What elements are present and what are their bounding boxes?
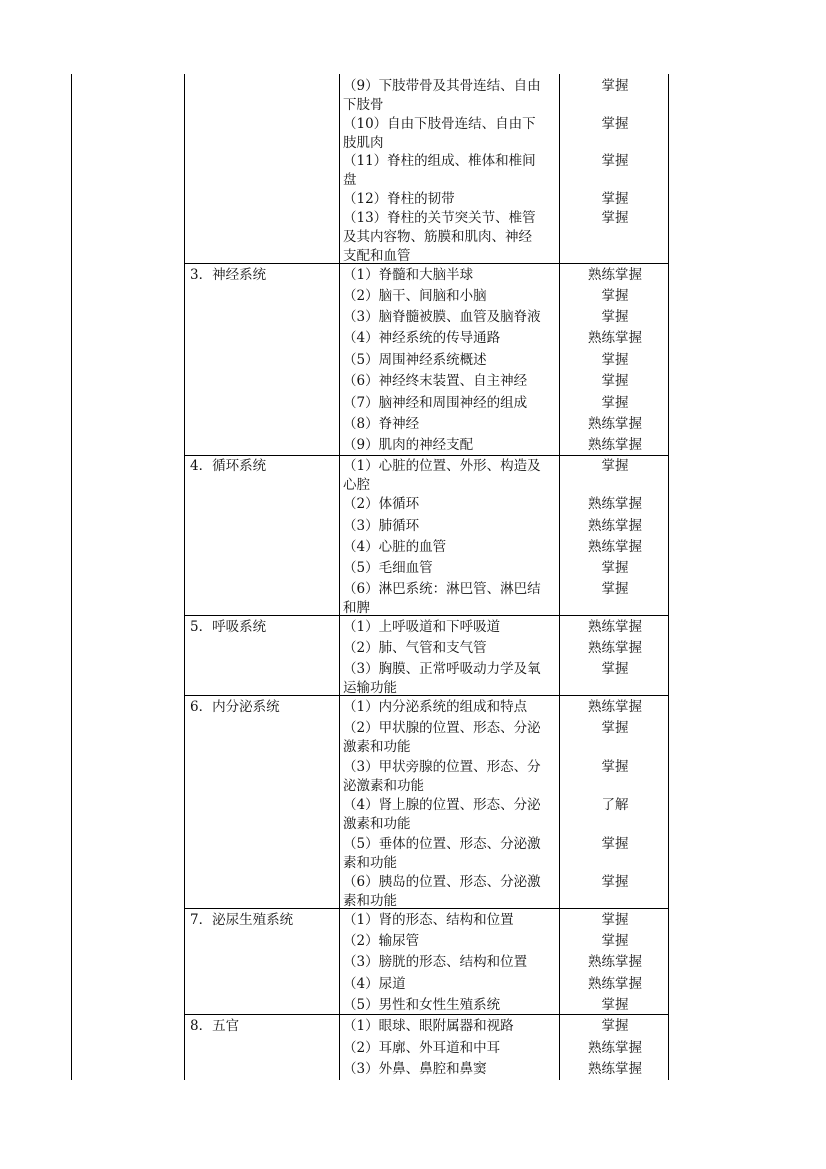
mastery-level: 熟练掌握 [588,699,642,715]
content-item-text: （9）肌肉的神经支配 [343,437,474,453]
content-item-text: （3）外鼻、鼻腔和鼻窦 [343,1061,487,1077]
mastery-level: 掌握 [601,874,629,890]
mastery-level: 熟练掌握 [588,640,642,656]
content-item-text: （11）脊柱的组成、椎体和椎间 [343,153,536,169]
mastery-level: 掌握 [601,116,629,132]
content-item-text: （5）男性和女性生殖系统 [343,997,501,1013]
mastery-level: 掌握 [601,997,629,1013]
table-system-column-border [184,74,185,1080]
content-item-text: （2）输尿管 [343,933,420,949]
content-item-text: （3）肺循环 [343,518,420,534]
mastery-level: 掌握 [601,912,629,928]
content-item-text: 激素和功能 [343,816,411,832]
content-item-text: 及其内容物、筋膜和肌肉、神经 [343,229,532,245]
content-item-text: （2）脑干、间脑和小脑 [343,288,487,304]
mastery-level: 掌握 [601,373,629,389]
content-item-text: （10）自由下肢骨连结、自由下 [343,116,536,132]
content-item-text: （1）上呼吸道和下呼吸道 [343,619,501,635]
content-item-text: 运输功能 [343,680,397,696]
content-item-text: （2）肺、气管和支气管 [343,640,487,656]
mastery-level: 掌握 [601,191,629,207]
content-item-text: （4）尿道 [343,976,406,992]
content-item-text: 泌激素和功能 [343,778,424,794]
mastery-level: 掌握 [601,661,629,677]
content-item-text: （6）胰岛的位置、形态、分泌激 [343,874,541,890]
system-label: 6．内分泌系统 [190,699,280,715]
content-item-text: （5）毛细血管 [343,560,433,576]
content-item-text: 肢肌肉 [343,135,384,151]
content-item-text: （5）周围神经系统概述 [343,352,487,368]
content-item-text: （1）眼球、眼附属器和视路 [343,1018,514,1034]
content-item-text: （5）垂体的位置、形态、分泌激 [343,836,541,852]
content-item-text: （2）耳廓、外耳道和中耳 [343,1040,501,1056]
content-item-text: （3）脑脊髓被膜、血管及脑脊液 [343,309,541,325]
content-item-text: （2）体循环 [343,496,420,512]
content-item-text: （4）肾上腺的位置、形态、分泌 [343,797,541,813]
system-label: 7．泌尿生殖系统 [190,912,294,928]
mastery-level: 掌握 [601,288,629,304]
mastery-level: 熟练掌握 [588,539,642,555]
mastery-level: 熟练掌握 [588,976,642,992]
content-item-text: （12）脊柱的韧带 [343,191,455,207]
mastery-level: 掌握 [601,836,629,852]
content-item-text: 激素和功能 [343,739,411,755]
system-label: 8．五官 [190,1018,240,1034]
mastery-level: 熟练掌握 [588,954,642,970]
mastery-level: 掌握 [601,395,629,411]
content-item-text: （1）肾的形态、结构和位置 [343,912,514,928]
content-item-text: （3）胸膜、正常呼吸动力学及氧 [343,661,541,677]
mastery-level: 掌握 [601,933,629,949]
content-item-text: 和脾 [343,600,370,616]
content-item-text: （1）脊髓和大脑半球 [343,267,474,283]
row-separator [184,695,669,696]
mastery-level: 熟练掌握 [588,267,642,283]
content-item-text: （7）脑神经和周围神经的组成 [343,395,528,411]
content-item-text: 心腔 [343,477,370,493]
mastery-level: 熟练掌握 [588,619,642,635]
mastery-level: 掌握 [601,153,629,169]
system-label: 3．神经系统 [190,267,267,283]
content-item-text: （6）淋巴系统：淋巴管、淋巴结 [343,581,541,597]
system-label: 4．循环系统 [190,458,267,474]
mastery-level: 熟练掌握 [588,416,642,432]
content-item-text: （3）甲状旁腺的位置、形态、分 [343,759,541,775]
content-item-text: （6）神经终末装置、自主神经 [343,373,528,389]
mastery-level: 掌握 [601,560,629,576]
mastery-level: 掌握 [601,720,629,736]
mastery-level: 掌握 [601,309,629,325]
system-label: 5．呼吸系统 [190,619,267,635]
mastery-level: 掌握 [601,352,629,368]
content-item-text: （13）脊柱的关节突关节、椎管 [343,210,536,226]
content-item-text: 下肢骨 [343,97,384,113]
content-item-text: 素和功能 [343,855,397,871]
mastery-level: 掌握 [601,759,629,775]
content-item-text: 素和功能 [343,893,397,909]
table-content-column-border [339,74,340,1080]
row-separator [184,908,669,909]
mastery-level: 掌握 [601,1018,629,1034]
mastery-level: 熟练掌握 [588,330,642,346]
mastery-level: 掌握 [601,78,629,94]
mastery-level: 熟练掌握 [588,437,642,453]
content-item-text: 支配和血管 [343,248,411,264]
content-item-text: （1）内分泌系统的组成和特点 [343,699,528,715]
content-item-text: （1）心脏的位置、外形、构造及 [343,458,541,474]
content-item-text: （2）甲状腺的位置、形态、分泌 [343,720,541,736]
content-item-text: （3）膀胱的形态、结构和位置 [343,954,528,970]
row-separator [184,263,669,264]
mastery-level: 掌握 [601,458,629,474]
mastery-level: 掌握 [601,210,629,226]
mastery-level: 掌握 [601,581,629,597]
content-item-text: （8）脊神经 [343,416,420,432]
mastery-level: 熟练掌握 [588,496,642,512]
row-separator [184,615,669,616]
table-left-border [71,74,72,1080]
content-item-text: （4）神经系统的传导通路 [343,330,501,346]
content-item-text: （4）心脏的血管 [343,539,447,555]
mastery-level: 熟练掌握 [588,1061,642,1077]
mastery-level: 了解 [601,797,629,813]
content-item-text: 盘 [343,172,357,188]
content-item-text: （9）下肢带骨及其骨连结、自由 [343,78,541,94]
mastery-level: 熟练掌握 [588,518,642,534]
mastery-level: 熟练掌握 [588,1040,642,1056]
